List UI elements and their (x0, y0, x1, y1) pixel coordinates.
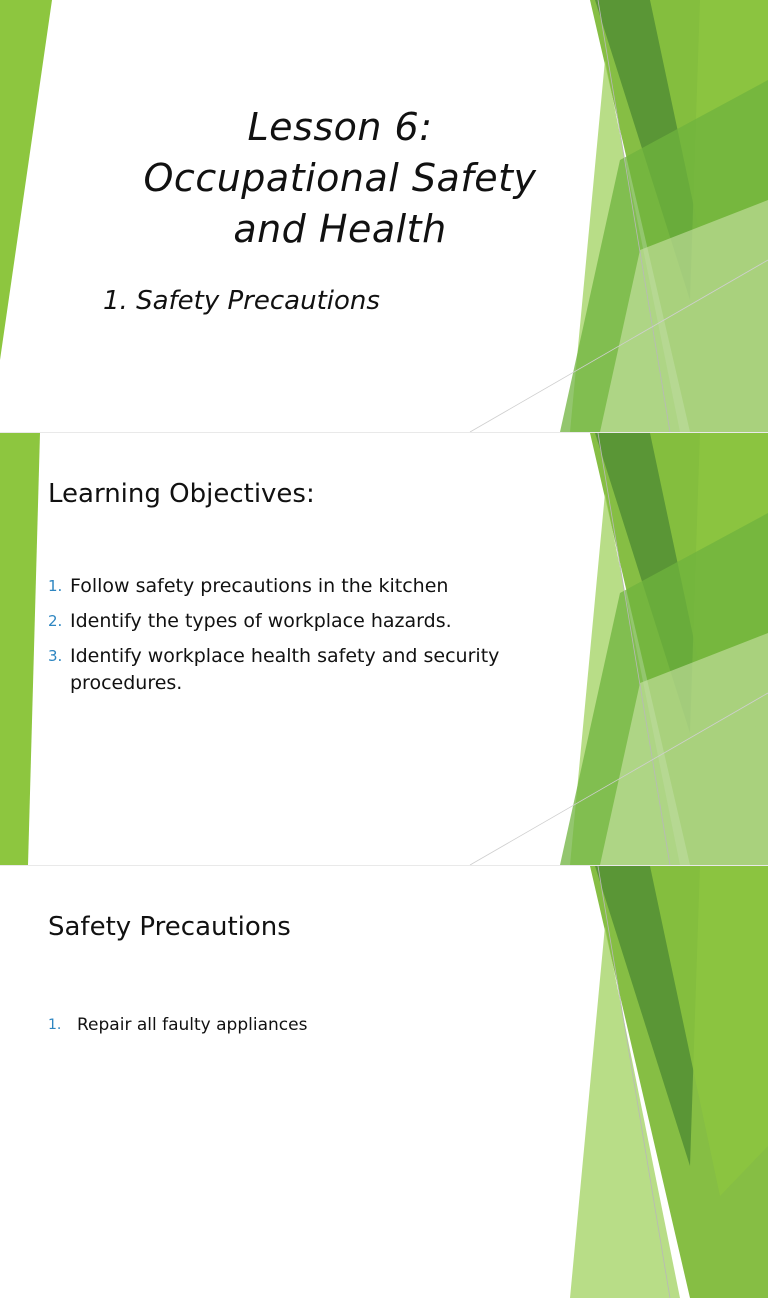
slide-subtitle: 1. Safety Precautions (103, 286, 380, 316)
title-line: Occupational Safety (143, 156, 537, 200)
precautions-list (48, 1012, 568, 1047)
list-text: Repair all faulty appliances (77, 1015, 308, 1035)
list-number: 1. (48, 1017, 62, 1033)
slide-learning-objectives (0, 433, 768, 865)
objectives-list (48, 573, 568, 705)
list-item (48, 608, 568, 635)
slide-title-heading (0, 102, 680, 255)
list-item (48, 1012, 568, 1039)
list-item (48, 643, 568, 697)
slide-safety-precautions (0, 866, 768, 1035)
list-item (48, 573, 568, 600)
list-number: 2. (48, 612, 63, 630)
slide-heading: Learning Objectives: (48, 479, 315, 509)
slide-title (0, 0, 768, 432)
slide-heading: Safety Precautions (48, 912, 291, 942)
list-text: Identify the types of workplace hazards. (70, 610, 452, 632)
list-text: Identify workplace health safety and security procedures. (70, 645, 500, 694)
list-number: 3. (48, 647, 63, 665)
title-line: and Health (233, 207, 447, 251)
title-line: Lesson 6: (247, 105, 433, 149)
list-text: Follow safety precautions in the kitchen (70, 575, 449, 597)
list-number: 1. (48, 577, 63, 595)
